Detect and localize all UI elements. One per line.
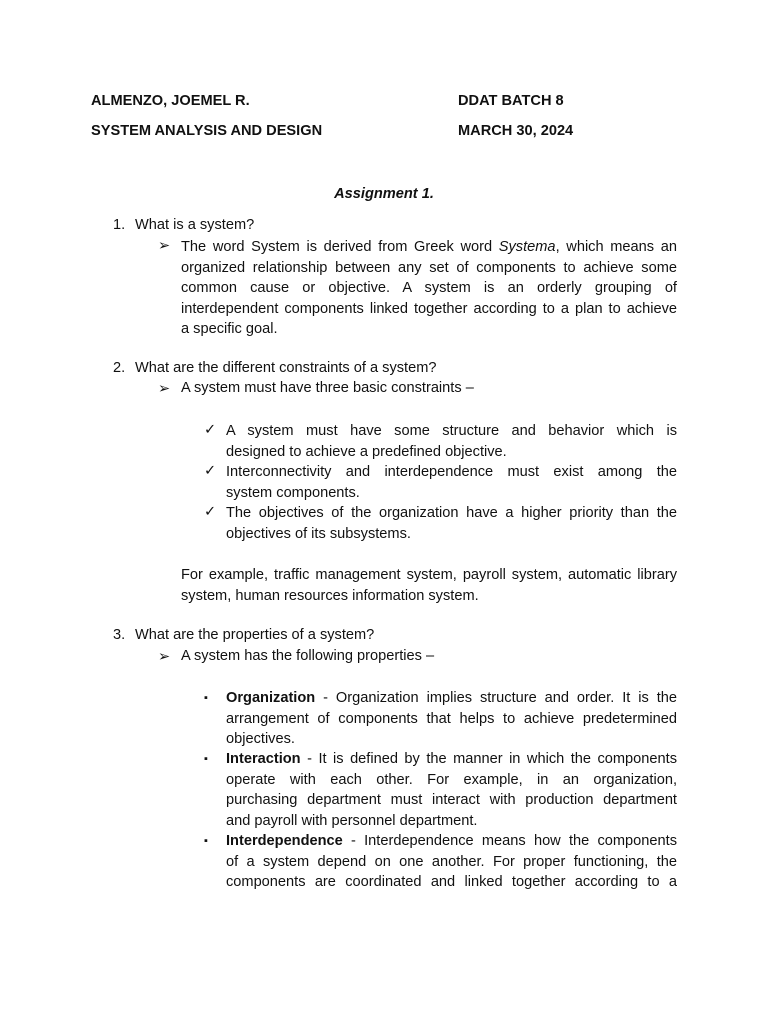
checkmark-icon: ✓ <box>204 463 217 479</box>
square-bullet-icon: ▪ <box>204 692 208 704</box>
checkmark-icon: ✓ <box>204 422 217 438</box>
constraint-item: The objectives of the organization have a higher priority than the objectives of its subsystems. <box>226 505 677 542</box>
example-paragraph: For example, traffic management system, payroll system, automatic library system, human resources information system. <box>181 567 677 604</box>
arrow-bullet-icon: ➢ <box>158 238 171 254</box>
course-title: SYSTEM ANALYSIS AND DESIGN <box>91 123 323 139</box>
square-bullet-icon: ▪ <box>204 753 208 765</box>
date-label: MARCH 30, 2024 <box>458 123 574 139</box>
arrow-bullet-icon: ➢ <box>158 381 171 397</box>
property-item: Interaction - It is defined by the manner in which the components operate with each other. For example, in an organization, purchasing department must interact with production department and payroll with personnel department. <box>226 751 677 829</box>
question-1-number: 1. <box>113 217 126 233</box>
question-1-text: What is a system? <box>135 217 255 233</box>
property-item: Organization - Organization implies structure and order. It is the arrangement of components that helps to achieve predetermined objectives. <box>226 690 677 747</box>
question-3-intro: A system has the following properties – <box>181 648 435 664</box>
answer-1-line: organized relationship between any set of components to achieve some <box>181 259 677 276</box>
systema-term: Systema <box>498 239 556 255</box>
question-3-number: 3. <box>113 627 126 643</box>
answer-1-line: a specific goal. <box>181 321 278 337</box>
property-term: Interaction <box>226 751 301 767</box>
constraint-item: A system must have some structure and behavior which is designed to achieve a predefined objective. <box>226 423 677 460</box>
checkmark-icon: ✓ <box>204 504 217 520</box>
answer-1-line: common cause or objective. A system is an orderly grouping of <box>181 280 677 296</box>
question-2-text: What are the different constraints of a system? <box>135 360 437 376</box>
answer-1-line: interdependent components linked together according to a plan to achieve <box>181 300 677 317</box>
property-term: Interdependence <box>226 833 343 849</box>
question-3-text: What are the properties of a system? <box>135 627 375 643</box>
answer-1-line: The word System is derived from Greek word Systema, which means an <box>181 239 677 255</box>
question-2-number: 2. <box>113 360 126 376</box>
question-2-intro: A system must have three basic constraints – <box>181 380 474 396</box>
property-item: Interdependence - Interdependence means how the components of a system depend on one another. For proper functioning, the components are coordinated and linked together according to a <box>226 833 677 890</box>
square-bullet-icon: ▪ <box>204 835 208 847</box>
arrow-bullet-icon: ➢ <box>158 649 171 665</box>
student-name: ALMENZO, JOEMEL R. <box>91 93 250 109</box>
batch-label: DDAT BATCH 8 <box>458 93 564 109</box>
constraint-item: Interconnectivity and interdependence must exist among the system components. <box>226 464 677 501</box>
property-term: Organization <box>226 690 316 706</box>
assignment-title: Assignment 1. <box>334 186 434 202</box>
answer-1 <box>181 237 677 340</box>
